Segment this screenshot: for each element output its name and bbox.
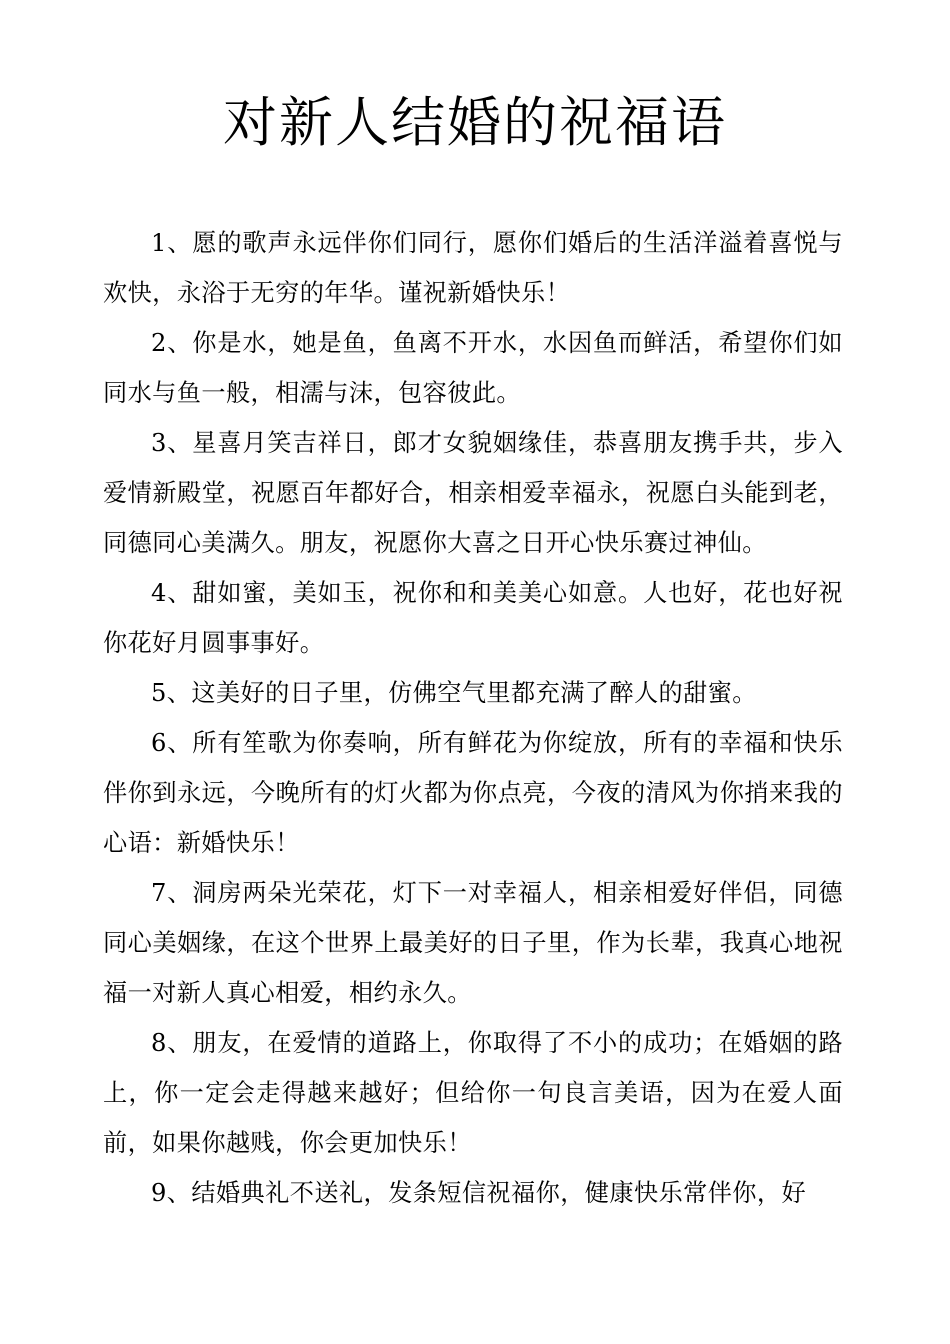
paragraph-1: 1、愿的歌声永远伴你们同行，愿你们婚后的生活洋溢着喜悦与欢快，永浴于无穷的年华。谨祝新婚快乐！ [103, 229, 843, 307]
paragraph-9: 9、结婚典礼不送礼，发条短信祝福你，健康快乐常伴你，好 [151, 1179, 807, 1207]
document-title: 对新人结婚的祝福语 [223, 91, 727, 154]
paragraph-3: 3、星喜月笑吉祥日，郎才女貌姻缘佳，恭喜朋友携手共，步入爱情新殿堂，祝愿百年都好合，相亲相爱幸福永，祝愿白头能到老，同德同心美满久。朋友，祝愿你大喜之日开心快乐赛过神仙。 [103, 429, 843, 557]
paragraph-6: 6、所有笙歌为你奏响，所有鲜花为你绽放，所有的幸福和快乐伴你到永远，今晚所有的灯火都为你点亮，今夜的清风为你捎来我的心语：新婚快乐！ [103, 729, 843, 857]
paragraph-4: 4、甜如蜜，美如玉，祝你和和美美心如意。人也好，花也好祝你花好月圆事事好。 [103, 579, 843, 657]
paragraph-8: 8、朋友，在爱情的道路上，你取得了不小的成功；在婚姻的路上，你一定会走得越来越好；但给你一句良言美语，因为在爱人面前，如果你越贱，你会更加快乐！ [103, 1029, 843, 1157]
paragraph-7: 7、洞房两朵光荣花，灯下一对幸福人，相亲相爱好伴侣，同德同心美姻缘，在这个世界上最美好的日子里，作为长辈，我真心地祝福一对新人真心相爱，相约永久。 [103, 879, 843, 1007]
document-body [103, 218, 843, 1218]
paragraph-5: 5、这美好的日子里，仿佛空气里都充满了醉人的甜蜜。 [151, 679, 757, 707]
paragraph-2: 2、你是水，她是鱼，鱼离不开水，水因鱼而鲜活，希望你们如同水与鱼一般，相濡与沫，包容彼此。 [103, 329, 843, 407]
